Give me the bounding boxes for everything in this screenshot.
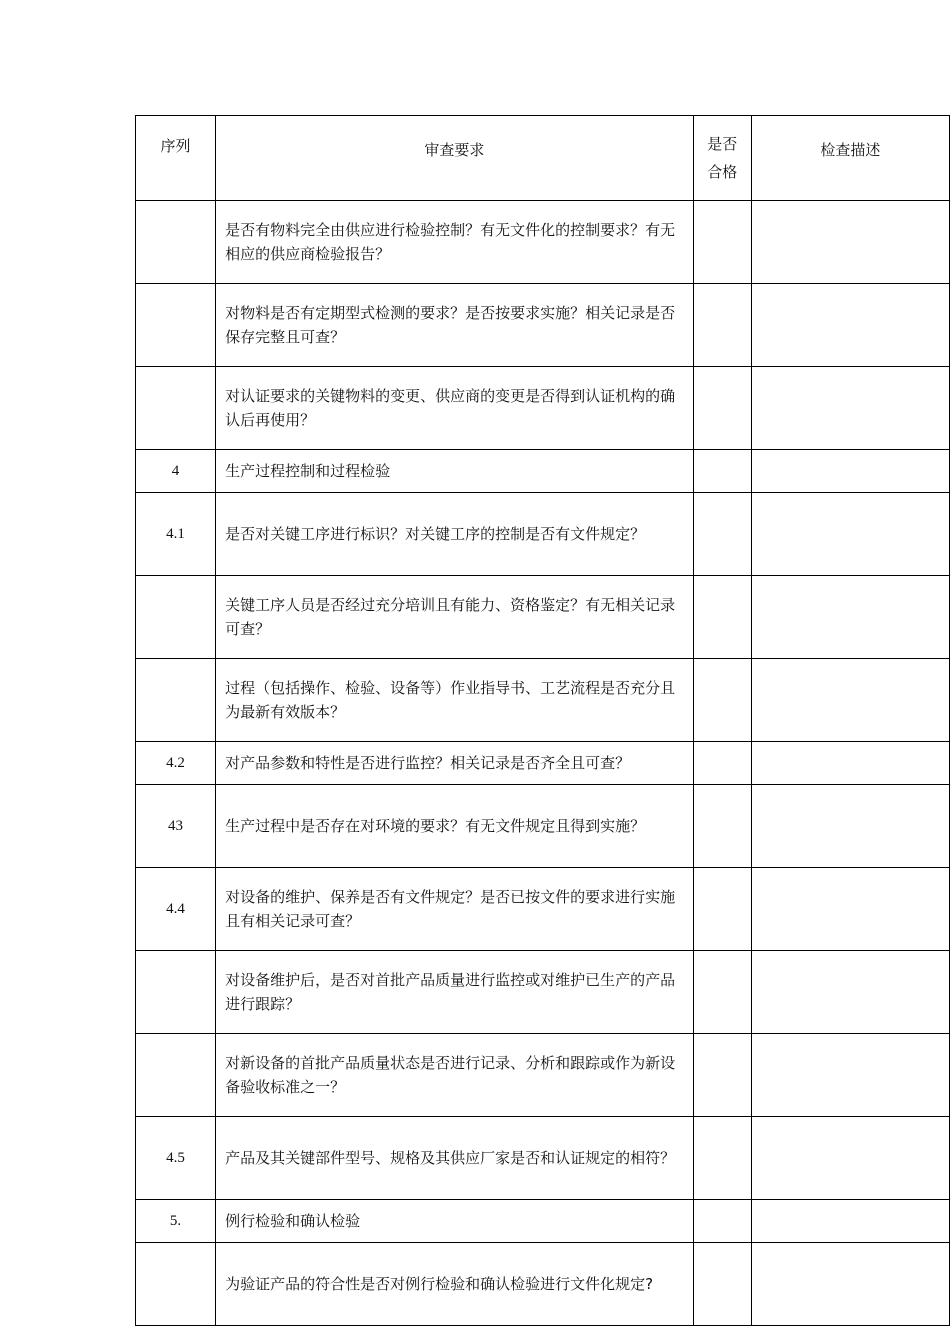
row-description-cell[interactable] [751, 1034, 949, 1117]
table-row [136, 868, 950, 951]
header-description: 检查描述 [751, 116, 949, 201]
row-seq: 4.1 [136, 493, 216, 576]
audit-checklist-table [135, 115, 950, 1326]
row-description-cell[interactable] [751, 284, 949, 367]
row-seq [136, 951, 216, 1034]
table-row [136, 493, 950, 576]
row-pass-cell[interactable] [693, 284, 751, 367]
row-pass-cell[interactable] [693, 493, 751, 576]
row-requirement: 例行检验和确认检验 [216, 1200, 694, 1243]
row-seq: 4.2 [136, 742, 216, 785]
row-seq [136, 284, 216, 367]
table-row [136, 576, 950, 659]
row-seq [136, 659, 216, 742]
table-row [136, 1200, 950, 1243]
row-seq: 5. [136, 1200, 216, 1243]
row-pass-cell[interactable] [693, 1243, 751, 1326]
row-description-cell[interactable] [751, 493, 949, 576]
table-row [136, 785, 950, 868]
row-requirement: 生产过程控制和过程检验 [216, 450, 694, 493]
row-pass-cell[interactable] [693, 742, 751, 785]
row-pass-cell[interactable] [693, 1117, 751, 1200]
table-row [136, 1117, 950, 1200]
table-row [136, 284, 950, 367]
row-description-cell[interactable] [751, 1243, 949, 1326]
row-pass-cell[interactable] [693, 785, 751, 868]
row-seq [136, 367, 216, 450]
row-pass-cell[interactable] [693, 951, 751, 1034]
row-description-cell[interactable] [751, 868, 949, 951]
row-seq [136, 576, 216, 659]
row-requirement: 对新设备的首批产品质量状态是否进行记录、分析和跟踪或作为新设备验收标准之一？ [216, 1034, 694, 1117]
row-description-cell[interactable] [751, 201, 949, 284]
row-requirement: 产品及其关键部件型号、规格及其供应厂家是否和认证规定的相符？ [216, 1117, 694, 1200]
header-pass-line2: 合格 [707, 163, 738, 181]
row-requirement: 关键工序人员是否经过充分培训且有能力、资格鉴定？有无相关记录可查？ [216, 576, 694, 659]
row-requirement: 对认证要求的关键物料的变更、供应商的变更是否得到认证机构的确认后再使用？ [216, 367, 694, 450]
table-row [136, 450, 950, 493]
table-row [136, 201, 950, 284]
row-requirement: 对物料是否有定期型式检测的要求？是否按要求实施？相关记录是否保存完整且可查？ [216, 284, 694, 367]
row-requirement: 为验证产品的符合性是否对例行检验和确认检验进行文件化规定? [216, 1243, 694, 1326]
header-row [136, 116, 950, 201]
row-pass-cell[interactable] [693, 659, 751, 742]
row-requirement: 对设备的维护、保养是否有文件规定？是否已按文件的要求进行实施且有相关记录可查？ [216, 868, 694, 951]
row-description-cell[interactable] [751, 576, 949, 659]
row-seq: 43 [136, 785, 216, 868]
row-description-cell[interactable] [751, 1200, 949, 1243]
row-description-cell[interactable] [751, 1117, 949, 1200]
table-row [136, 659, 950, 742]
header-pass-line1: 是否 [707, 135, 738, 153]
table-row [136, 367, 950, 450]
row-pass-cell[interactable] [693, 201, 751, 284]
row-seq [136, 1243, 216, 1326]
row-seq: 4.5 [136, 1117, 216, 1200]
header-seq: 序列 [136, 116, 216, 201]
row-seq: 4 [136, 450, 216, 493]
row-seq [136, 201, 216, 284]
row-requirement: 对产品参数和特性是否进行监控？相关记录是否齐全且可查？ [216, 742, 694, 785]
row-description-cell[interactable] [751, 951, 949, 1034]
row-seq: 4.4 [136, 868, 216, 951]
row-pass-cell[interactable] [693, 868, 751, 951]
header-requirement: 审查要求 [216, 116, 694, 201]
row-pass-cell[interactable] [693, 1200, 751, 1243]
row-requirement: 过程（包括操作、检验、设备等）作业指导书、工艺流程是否充分且为最新有效版本？ [216, 659, 694, 742]
row-pass-cell[interactable] [693, 1034, 751, 1117]
row-pass-cell[interactable] [693, 576, 751, 659]
row-description-cell[interactable] [751, 367, 949, 450]
table-row [136, 1034, 950, 1117]
row-requirement: 是否有物料完全由供应进行检验控制？有无文件化的控制要求？有无相应的供应商检验报告？ [216, 201, 694, 284]
row-description-cell[interactable] [751, 742, 949, 785]
header-pass [693, 116, 751, 201]
table-row [136, 1243, 950, 1326]
row-pass-cell[interactable] [693, 367, 751, 450]
row-requirement: 对设备维护后，是否对首批产品质量进行监控或对维护已生产的产品进行跟踪？ [216, 951, 694, 1034]
row-pass-cell[interactable] [693, 450, 751, 493]
table-row [136, 951, 950, 1034]
row-description-cell[interactable] [751, 785, 949, 868]
row-requirement: 是否对关键工序进行标识？对关键工序的控制是否有文件规定？ [216, 493, 694, 576]
row-seq [136, 1034, 216, 1117]
row-description-cell[interactable] [751, 659, 949, 742]
table-row [136, 742, 950, 785]
row-description-cell[interactable] [751, 450, 949, 493]
row-requirement: 生产过程中是否存在对环境的要求？有无文件规定且得到实施？ [216, 785, 694, 868]
